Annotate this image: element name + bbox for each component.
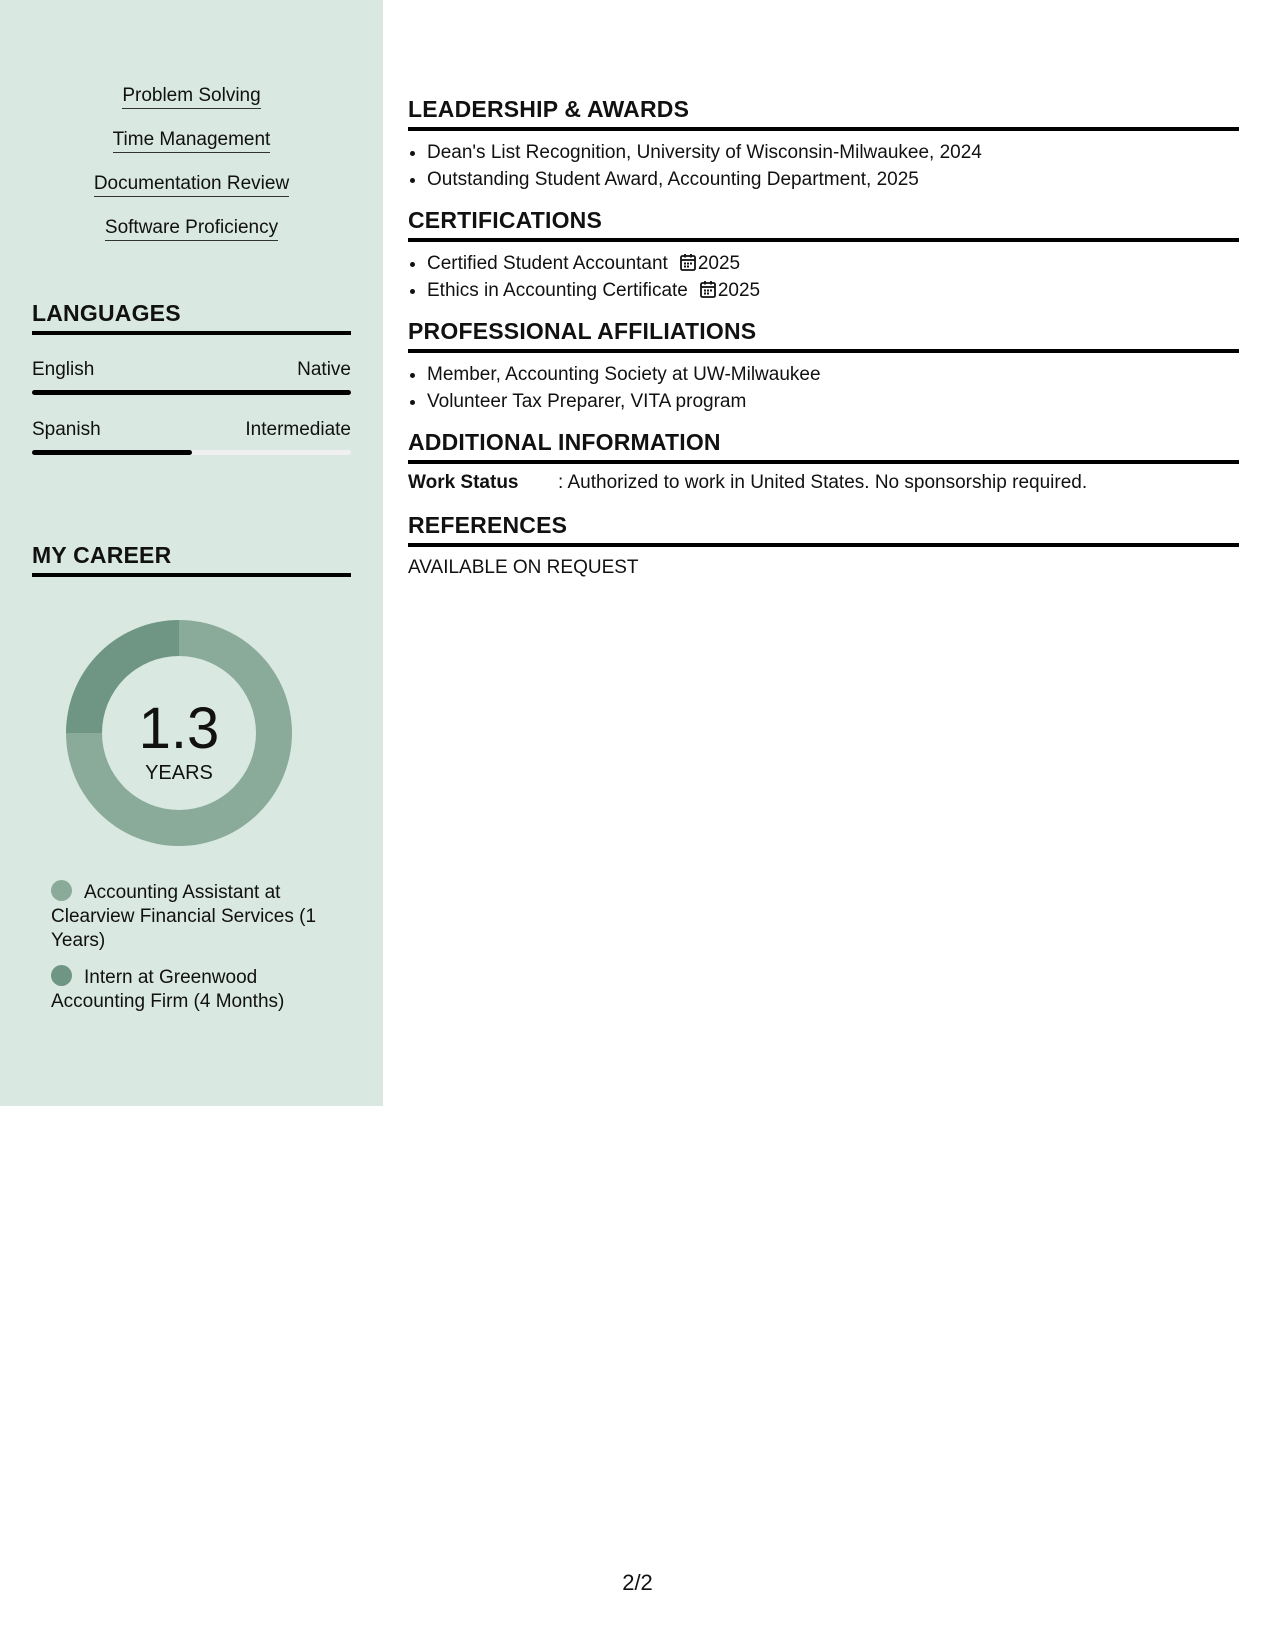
calendar-icon	[700, 280, 716, 298]
career-section	[32, 542, 351, 577]
sidebar	[0, 0, 383, 1106]
leadership-section	[408, 96, 1239, 193]
work-status-label: Work Status	[408, 472, 519, 493]
work-status-row	[408, 472, 1239, 494]
certification-year: 2025	[697, 253, 741, 274]
language-level: Native	[297, 359, 351, 380]
skill-item: Time Management	[113, 130, 271, 153]
language-item	[32, 359, 351, 395]
language-bar-fill	[32, 450, 192, 455]
language-bar	[32, 450, 351, 455]
career-total-unit: YEARS	[145, 762, 213, 784]
languages-title: LANGUAGES	[32, 300, 351, 335]
list-item: • Dean's List Recognition, University of Wisconsin-Milwaukee, 2024	[427, 139, 1239, 166]
career-legend-item	[51, 880, 331, 953]
career-role-label: Accounting Assistant at Clearview Financial Services (1 Years)	[51, 882, 317, 951]
skills-list	[0, 86, 383, 262]
list-item: • Member, Accounting Society at UW-Milwaukee	[427, 361, 1239, 388]
certifications-section	[408, 207, 1239, 304]
legend-dot-icon	[51, 880, 72, 901]
skill-item: Problem Solving	[122, 86, 260, 109]
certification-item	[427, 277, 1239, 304]
leadership-title: LEADERSHIP & AWARDS	[408, 96, 1239, 131]
work-status-value: : Authorized to work in United States. No sponsorship required.	[558, 472, 1088, 493]
languages-section	[32, 300, 351, 455]
language-level: Intermediate	[245, 419, 351, 440]
additional-info-title: ADDITIONAL INFORMATION	[408, 429, 1239, 464]
skill-item: Software Proficiency	[105, 218, 278, 241]
career-role-label: Intern at Greenwood Accounting Firm (4 Months)	[51, 967, 285, 1012]
affiliations-title: PROFESSIONAL AFFILIATIONS	[408, 318, 1239, 353]
references-title: REFERENCES	[408, 512, 1239, 547]
certification-name: Certified Student Accountant	[427, 253, 668, 274]
language-name: Spanish	[32, 419, 101, 440]
page-number: 2/2	[622, 1570, 653, 1595]
certifications-title: CERTIFICATIONS	[408, 207, 1239, 242]
career-donut-chart	[66, 620, 292, 846]
career-title: MY CAREER	[32, 542, 351, 577]
career-legend	[51, 880, 331, 1026]
career-legend-item	[51, 965, 331, 1014]
skill-item: Documentation Review	[94, 174, 289, 197]
references-section	[408, 512, 1239, 579]
language-item	[32, 419, 351, 455]
certification-item	[427, 250, 1239, 277]
legend-dot-icon	[51, 965, 72, 986]
references-text: AVAILABLE ON REQUEST	[408, 557, 639, 578]
language-bar-fill	[32, 390, 351, 395]
list-item: • Outstanding Student Award, Accounting Department, 2025	[427, 166, 1239, 193]
language-name: English	[32, 359, 95, 380]
career-total-value: 1.3	[138, 696, 220, 761]
affiliations-section	[408, 318, 1239, 415]
list-item: • Volunteer Tax Preparer, VITA program	[427, 388, 1239, 415]
language-bar	[32, 390, 351, 395]
certification-year: 2025	[717, 280, 761, 301]
certification-name: Ethics in Accounting Certificate	[427, 280, 688, 301]
calendar-icon	[680, 253, 696, 271]
additional-info-section	[408, 429, 1239, 494]
